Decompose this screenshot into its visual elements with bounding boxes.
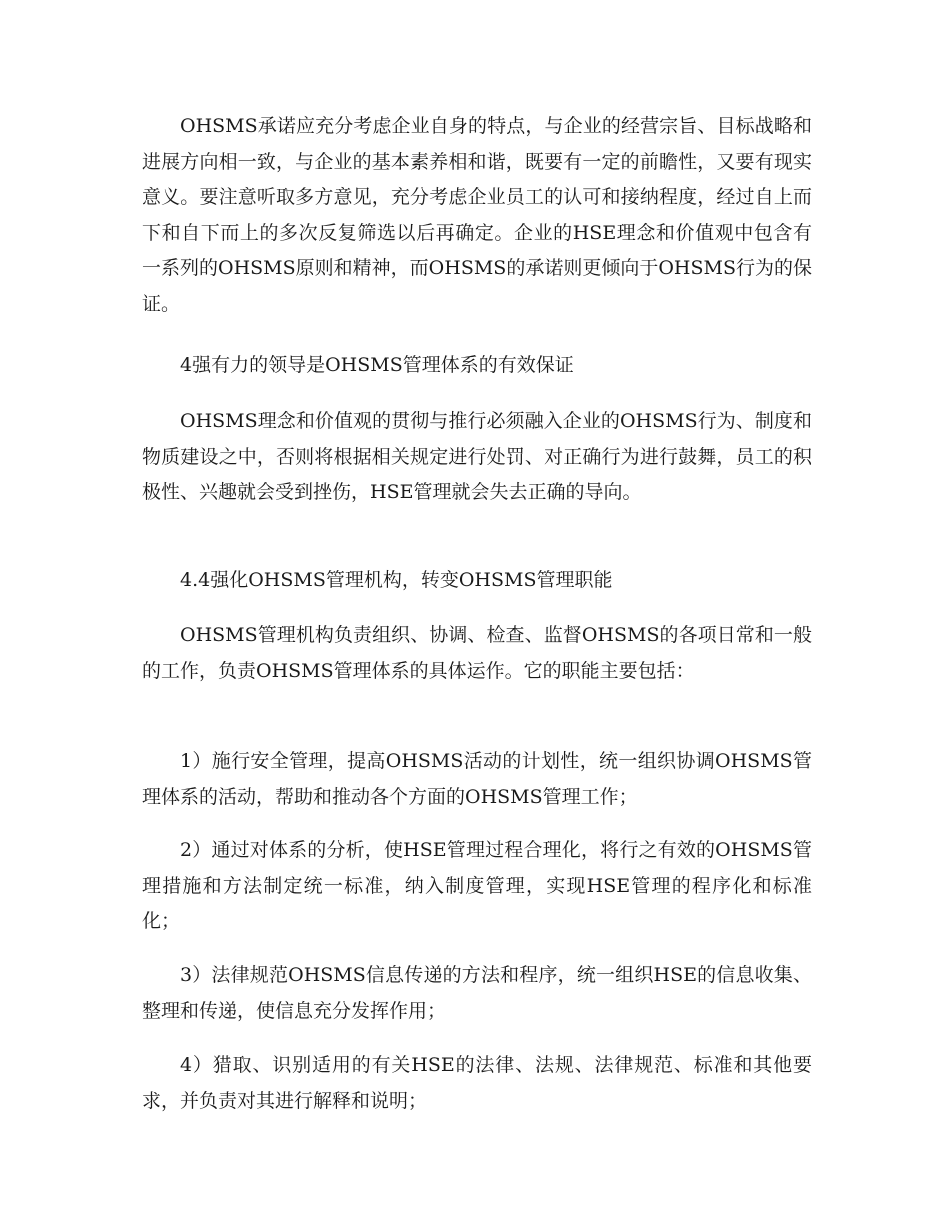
paragraph-commitment: OHSMS承诺应充分考虑企业自身的特点，与企业的经营宗旨、目标战略和进展方向相一致，与企业的基本素养相和谐，既要有一定的前瞻性，又要有现实意义。要注意听取多方意见，充分考虑企业员工的认可和接纳程度，经过自上而下和自下而上的多次反复筛选以后再确定。企业的HSE理念和价值观中包含有一系列的OHSMS原则和精神，而OHSMS的承诺则更倾向于OHSMS行为的保证。: [142, 115, 812, 315]
paragraph-values: OHSMS理念和价值观的贯彻与推行必须融入企业的OHSMS行为、制度和物质建设之中，否则将根据相关规定进行处罚、对正确行为进行鼓舞，员工的积极性、兴趣就会受到挫伤，HSE管理就会失去正确的导向。: [142, 410, 812, 503]
paragraph-functions-intro: OHSMS管理机构负责组织、协调、检查、监督OHSMS的各项日常和一般的工作，负责OHSMS管理体系的具体运作。它的职能主要包括：: [142, 624, 812, 682]
list-item-4: 4）猎取、识别适用的有关HSE的法律、法规、法律规范、标准和其他要求，并负责对其进行解释和说明；: [142, 1054, 812, 1112]
list-item-2: 2）通过对体系的分析，使HSE管理过程合理化，将行之有效的OHSMS管理措施和方法制定统一标准，纳入制度管理，实现HSE管理的程序化和标准化；: [142, 839, 812, 932]
section-heading-leadership: 4强有力的领导是OHSMS管理体系的有效保证: [180, 354, 574, 376]
section-heading-4-4: 4.4强化OHSMS管理机构，转变OHSMS管理职能: [180, 569, 613, 591]
list-item-3: 3）法律规范OHSMS信息传递的方法和程序，统一组织HSE的信息收集、整理和传递，使信息充分发挥作用；: [142, 964, 812, 1022]
list-item-1: 1）施行安全管理，提高OHSMS活动的计划性，统一组织协调OHSMS管理体系的活动，帮助和推动各个方面的OHSMS管理工作；: [142, 750, 812, 808]
